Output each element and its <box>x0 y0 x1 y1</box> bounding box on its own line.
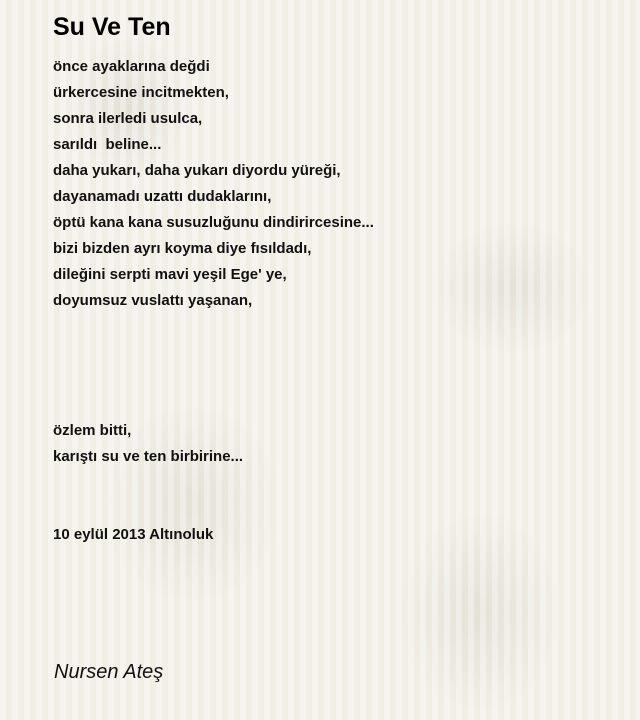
poem-blank-line <box>53 340 613 366</box>
poem-title: Su Ve Ten <box>53 13 171 41</box>
poem-line: bizi bizden ayrı koyma diye fısıldadı, <box>53 240 312 257</box>
poem-line: dayanamadı uzattı dudaklarını, <box>53 188 272 205</box>
poem-line: sonra ilerledi usulca, <box>53 110 203 127</box>
poem-line: doyumsuz vuslattı yaşanan, <box>53 292 253 309</box>
poem-blank-line <box>53 470 613 496</box>
poem-blank-line <box>53 496 613 522</box>
poem-blank-line <box>53 314 613 340</box>
poem-line: ürkercesine incitmekten, <box>53 84 229 101</box>
poem-author: Nursen Ateş <box>54 661 164 683</box>
poem-date-line: 10 eylül 2013 Altınoluk <box>53 526 214 543</box>
poem-line: dileğini serpti mavi yeşil Ege' ye, <box>53 266 287 283</box>
poem-line: öptü kana kana susuzluğunu dindirircesine... <box>53 214 374 231</box>
poem-line: karıştı su ve ten birbirine... <box>53 448 244 465</box>
poem-line: özlem bitti, <box>53 422 132 439</box>
poem-blank-line <box>53 392 613 418</box>
poem-blank-line <box>53 366 613 392</box>
poem-line: daha yukarı, daha yukarı diyordu yüreği, <box>53 162 341 179</box>
poem-line: sarıldı beline... <box>53 136 162 153</box>
poem-body <box>53 54 613 548</box>
poem-line: önce ayaklarına değdi <box>53 58 210 75</box>
